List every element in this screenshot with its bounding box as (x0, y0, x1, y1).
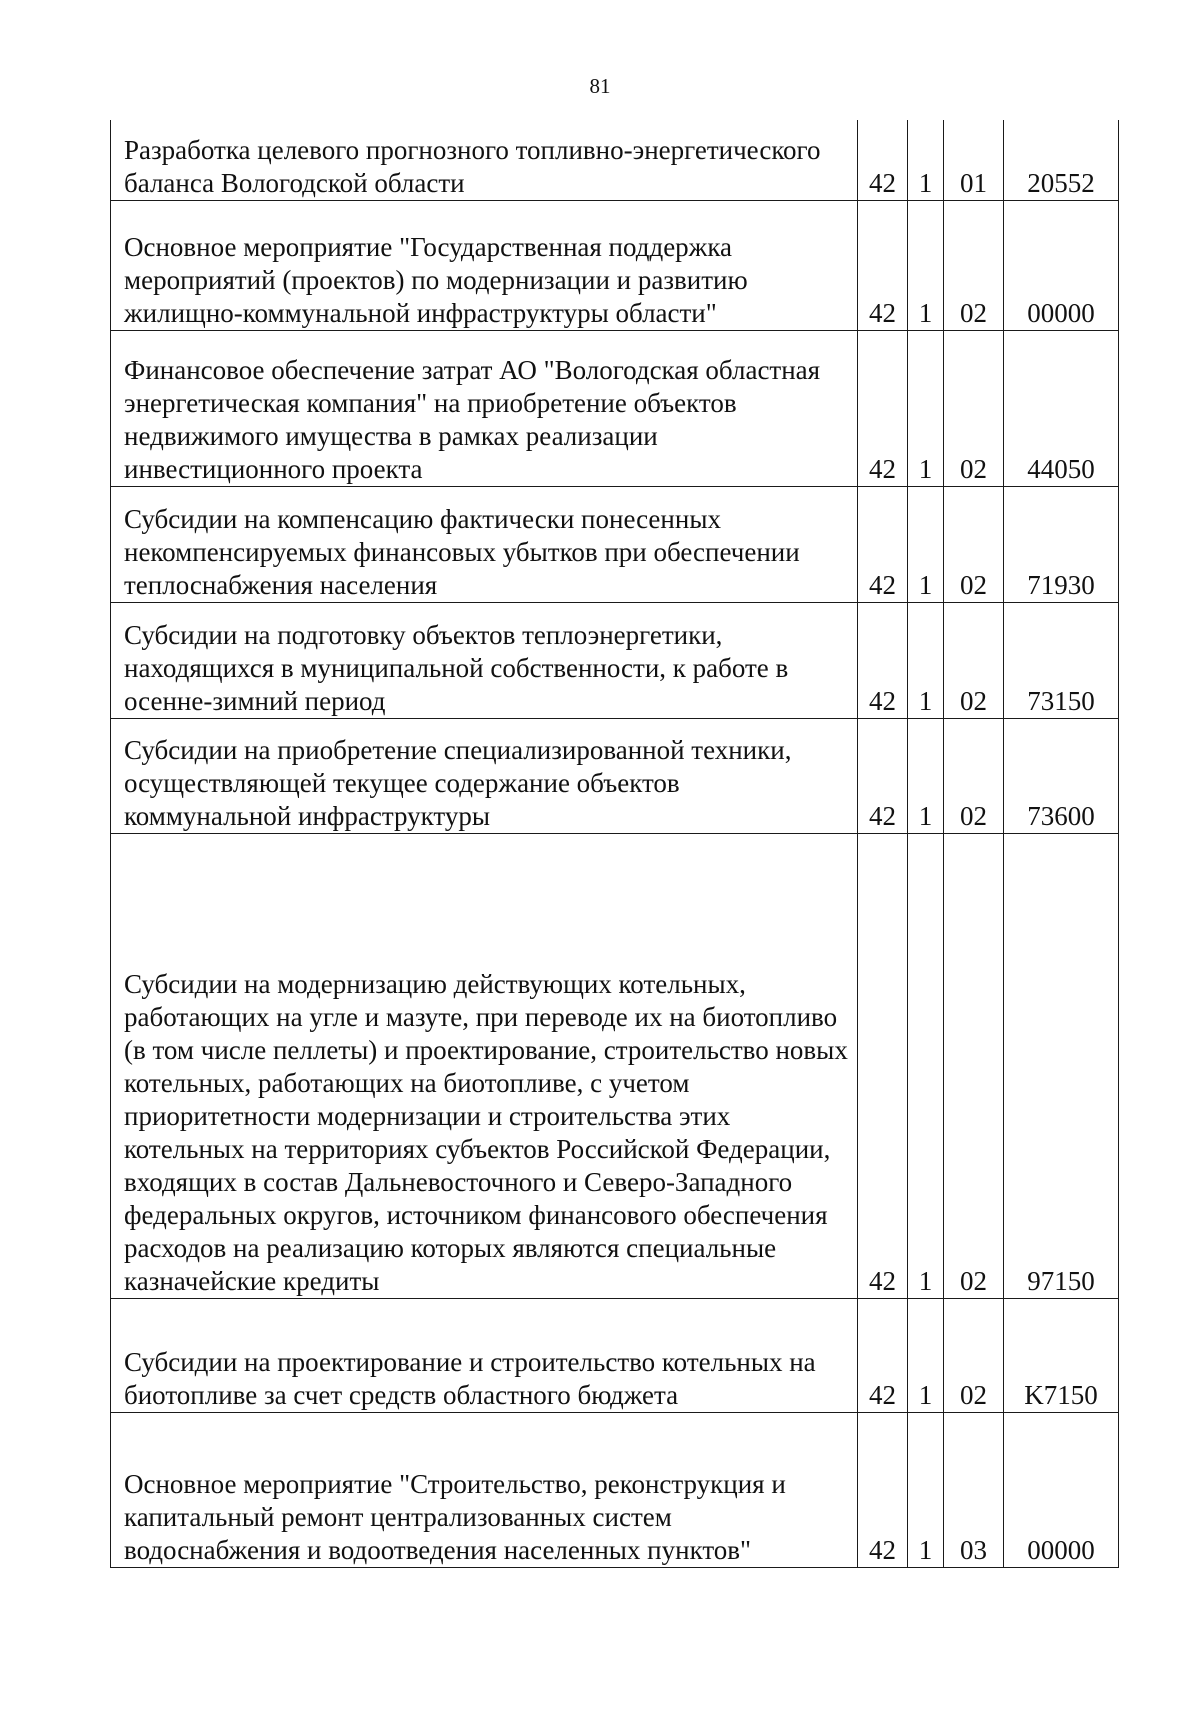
code-ministry: 42 (858, 120, 908, 200)
code-program: 1 (908, 602, 944, 718)
code-program: 1 (908, 718, 944, 833)
code-program: 1 (908, 486, 944, 602)
code-program: 1 (908, 833, 944, 1298)
page-number: 81 (589, 74, 611, 98)
table-row (111, 330, 1119, 486)
code-subprogram: 02 (944, 833, 1004, 1298)
code-ministry: 42 (858, 718, 908, 833)
code-direction: K7150 (1004, 1298, 1119, 1412)
code-direction: 00000 (1004, 200, 1119, 330)
expense-name: Субсидии на подготовку объектов теплоэнергетики, находящихся в муниципальной собственности, к работе в осенне-зимний период (111, 602, 858, 718)
code-ministry: 42 (858, 833, 908, 1298)
expense-name: Субсидии на приобретение специализированной техники, осуществляющей текущее содержание объектов коммунальной инфраструктуры (111, 718, 858, 833)
code-direction: 73150 (1004, 602, 1119, 718)
code-subprogram: 01 (944, 120, 1004, 200)
code-ministry: 42 (858, 1412, 908, 1567)
expense-name: Субсидии на проектирование и строительство котельных на биотопливе за счет средств областного бюджета (111, 1298, 858, 1412)
code-ministry: 42 (858, 602, 908, 718)
code-subprogram: 03 (944, 1412, 1004, 1567)
code-direction: 20552 (1004, 120, 1119, 200)
code-ministry: 42 (858, 486, 908, 602)
table-row (111, 718, 1119, 833)
code-direction: 00000 (1004, 1412, 1119, 1567)
code-subprogram: 02 (944, 602, 1004, 718)
budget-classification-table (110, 120, 1119, 1568)
expense-name: Финансовое обеспечение затрат АО "Вологодская областная энергетическая компания" на приобретение объектов недвижимого имущества в рамках реализации инвестиционного проекта (111, 330, 858, 486)
code-subprogram: 02 (944, 200, 1004, 330)
expense-name: Основное мероприятие "Государственная поддержка мероприятий (проектов) по модернизации и развитию жилищно-коммунальной инфраструктуры области" (111, 200, 858, 330)
expense-name: Субсидии на модернизацию действующих котельных, работающих на угле и мазуте, при переводе их на биотопливо (в том числе пеллеты) и проектирование, строительство новых котельных, работающих на биотопливе, с учетом приоритетности модернизации и строительства этих котельных на территориях субъектов Российской Федерации, входящих в состав Дальневосточного и Северо-Западного федеральных округов, источником финансового обеспечения расходов на реализацию которых являются специальные казначейские кредиты (111, 833, 858, 1298)
code-program: 1 (908, 330, 944, 486)
code-subprogram: 02 (944, 1298, 1004, 1412)
code-subprogram: 02 (944, 330, 1004, 486)
code-program: 1 (908, 1412, 944, 1567)
code-direction: 71930 (1004, 486, 1119, 602)
code-direction: 44050 (1004, 330, 1119, 486)
table-row (111, 833, 1119, 1298)
code-direction: 97150 (1004, 833, 1119, 1298)
table-row (111, 1298, 1119, 1412)
expense-name: Основное мероприятие "Строительство, реконструкция и капитальный ремонт централизованных систем водоснабжения и водоотведения населенных пунктов" (111, 1412, 858, 1567)
code-ministry: 42 (858, 1298, 908, 1412)
table-row (111, 1412, 1119, 1567)
code-subprogram: 02 (944, 486, 1004, 602)
code-program: 1 (908, 120, 944, 200)
code-program: 1 (908, 200, 944, 330)
expense-name: Субсидии на компенсацию фактически понесенных некомпенсируемых финансовых убытков при обеспечении теплоснабжения населения (111, 486, 858, 602)
code-ministry: 42 (858, 200, 908, 330)
expense-name: Разработка целевого прогнозного топливно-энергетического баланса Вологодской области (111, 120, 858, 200)
code-program: 1 (908, 1298, 944, 1412)
table-row (111, 120, 1119, 200)
table-row (111, 486, 1119, 602)
table-row (111, 602, 1119, 718)
code-ministry: 42 (858, 330, 908, 486)
table-row (111, 200, 1119, 330)
code-subprogram: 02 (944, 718, 1004, 833)
code-direction: 73600 (1004, 718, 1119, 833)
